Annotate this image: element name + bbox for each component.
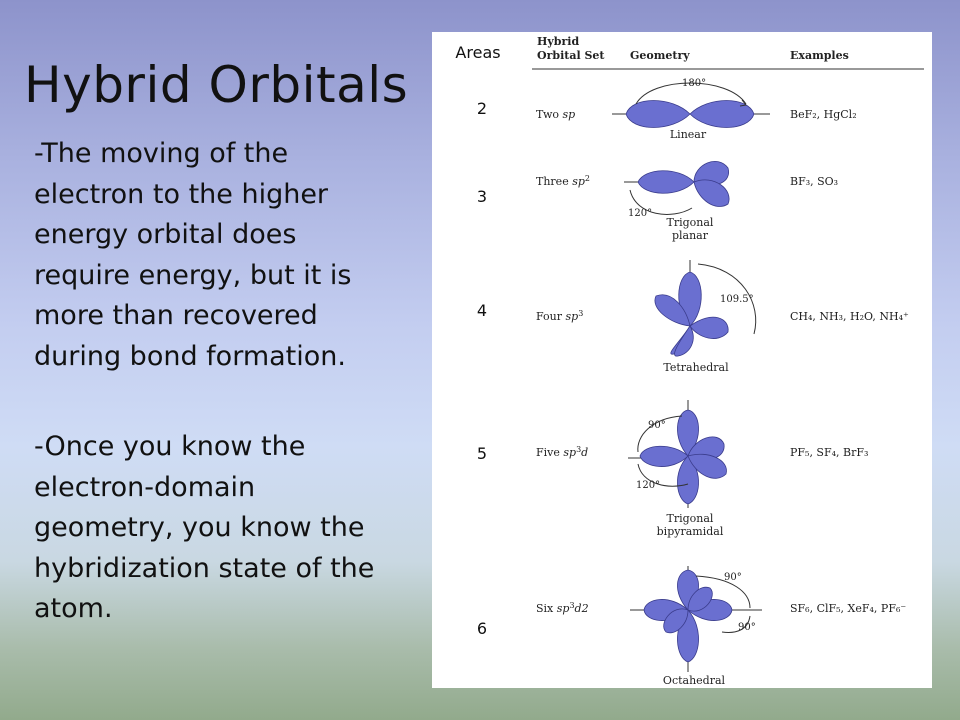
area-value: 6 <box>476 619 488 638</box>
orbital-set-label: Five $sp^3d$ <box>536 445 589 459</box>
geometry-name-line2: planar <box>671 229 709 242</box>
geometry-name-line2: bipyramidal <box>656 525 724 538</box>
trigonal-planar-geometry-diagram <box>624 161 729 219</box>
examples-text: BF₃, SO₃ <box>790 175 839 188</box>
bullet-hybridization-state: -Once you know the electron-domain geometry, you know the hybridization state of the atom. <box>34 431 375 624</box>
examples-text: BeF₂, HgCl₂ <box>790 108 857 121</box>
col-header-set-line2: Orbital Set <box>537 49 605 62</box>
geometry-name: Linear <box>669 128 707 141</box>
angle-label: 90° <box>724 572 742 583</box>
geometry-name: Tetrahedral <box>663 361 729 374</box>
angle-label: 120° <box>628 208 653 219</box>
angle-label: 120° <box>636 480 661 491</box>
geometry-name: Trigonal <box>666 216 714 229</box>
angle-label: 90° <box>738 622 756 633</box>
angle-label: 109.5° <box>720 294 754 305</box>
slide-title: Hybrid Orbitals <box>24 56 409 114</box>
examples-text: PF₅, SF₄, BrF₃ <box>790 446 869 459</box>
orbital-set-label: Three $sp^2$ <box>536 174 590 188</box>
examples-text: CH₄, NH₃, H₂O, NH₄⁺ <box>790 310 909 323</box>
area-value: 5 <box>476 444 488 463</box>
geometry-name: Trigonal <box>666 512 714 525</box>
areas-header: Areas <box>455 43 501 62</box>
octahedral-geometry-diagram <box>630 566 762 672</box>
examples-text: SF₆, ClF₅, XeF₄, PF₆⁻ <box>790 602 907 615</box>
angle-label: 180° <box>682 78 707 89</box>
orbital-set-label: Four $sp^3$ <box>536 309 584 323</box>
col-header-set-line1: Hybrid <box>537 35 580 48</box>
area-value: 3 <box>476 187 488 206</box>
tetrahedral-geometry-diagram <box>655 260 756 356</box>
orbital-set-label: Two sp <box>536 108 576 121</box>
geometry-name: Octahedral <box>662 674 726 687</box>
area-value: 2 <box>476 99 488 118</box>
area-value: 4 <box>476 301 488 320</box>
bullet-electron-promotion: -The moving of the electron to the higher energy orbital does require energy, but it is more than recovered during bond formation. <box>34 138 352 372</box>
trigonal-bipyramidal-geometry-diagram <box>628 400 726 508</box>
linear-geometry-diagram <box>612 78 770 128</box>
col-header-geometry: Geometry <box>630 49 690 62</box>
col-header-examples: Examples <box>790 49 849 62</box>
angle-label: 90° <box>648 420 666 431</box>
hybrid-orbital-table-figure <box>432 32 932 688</box>
orbital-set-label: Six $sp^3d2$ <box>536 601 589 615</box>
